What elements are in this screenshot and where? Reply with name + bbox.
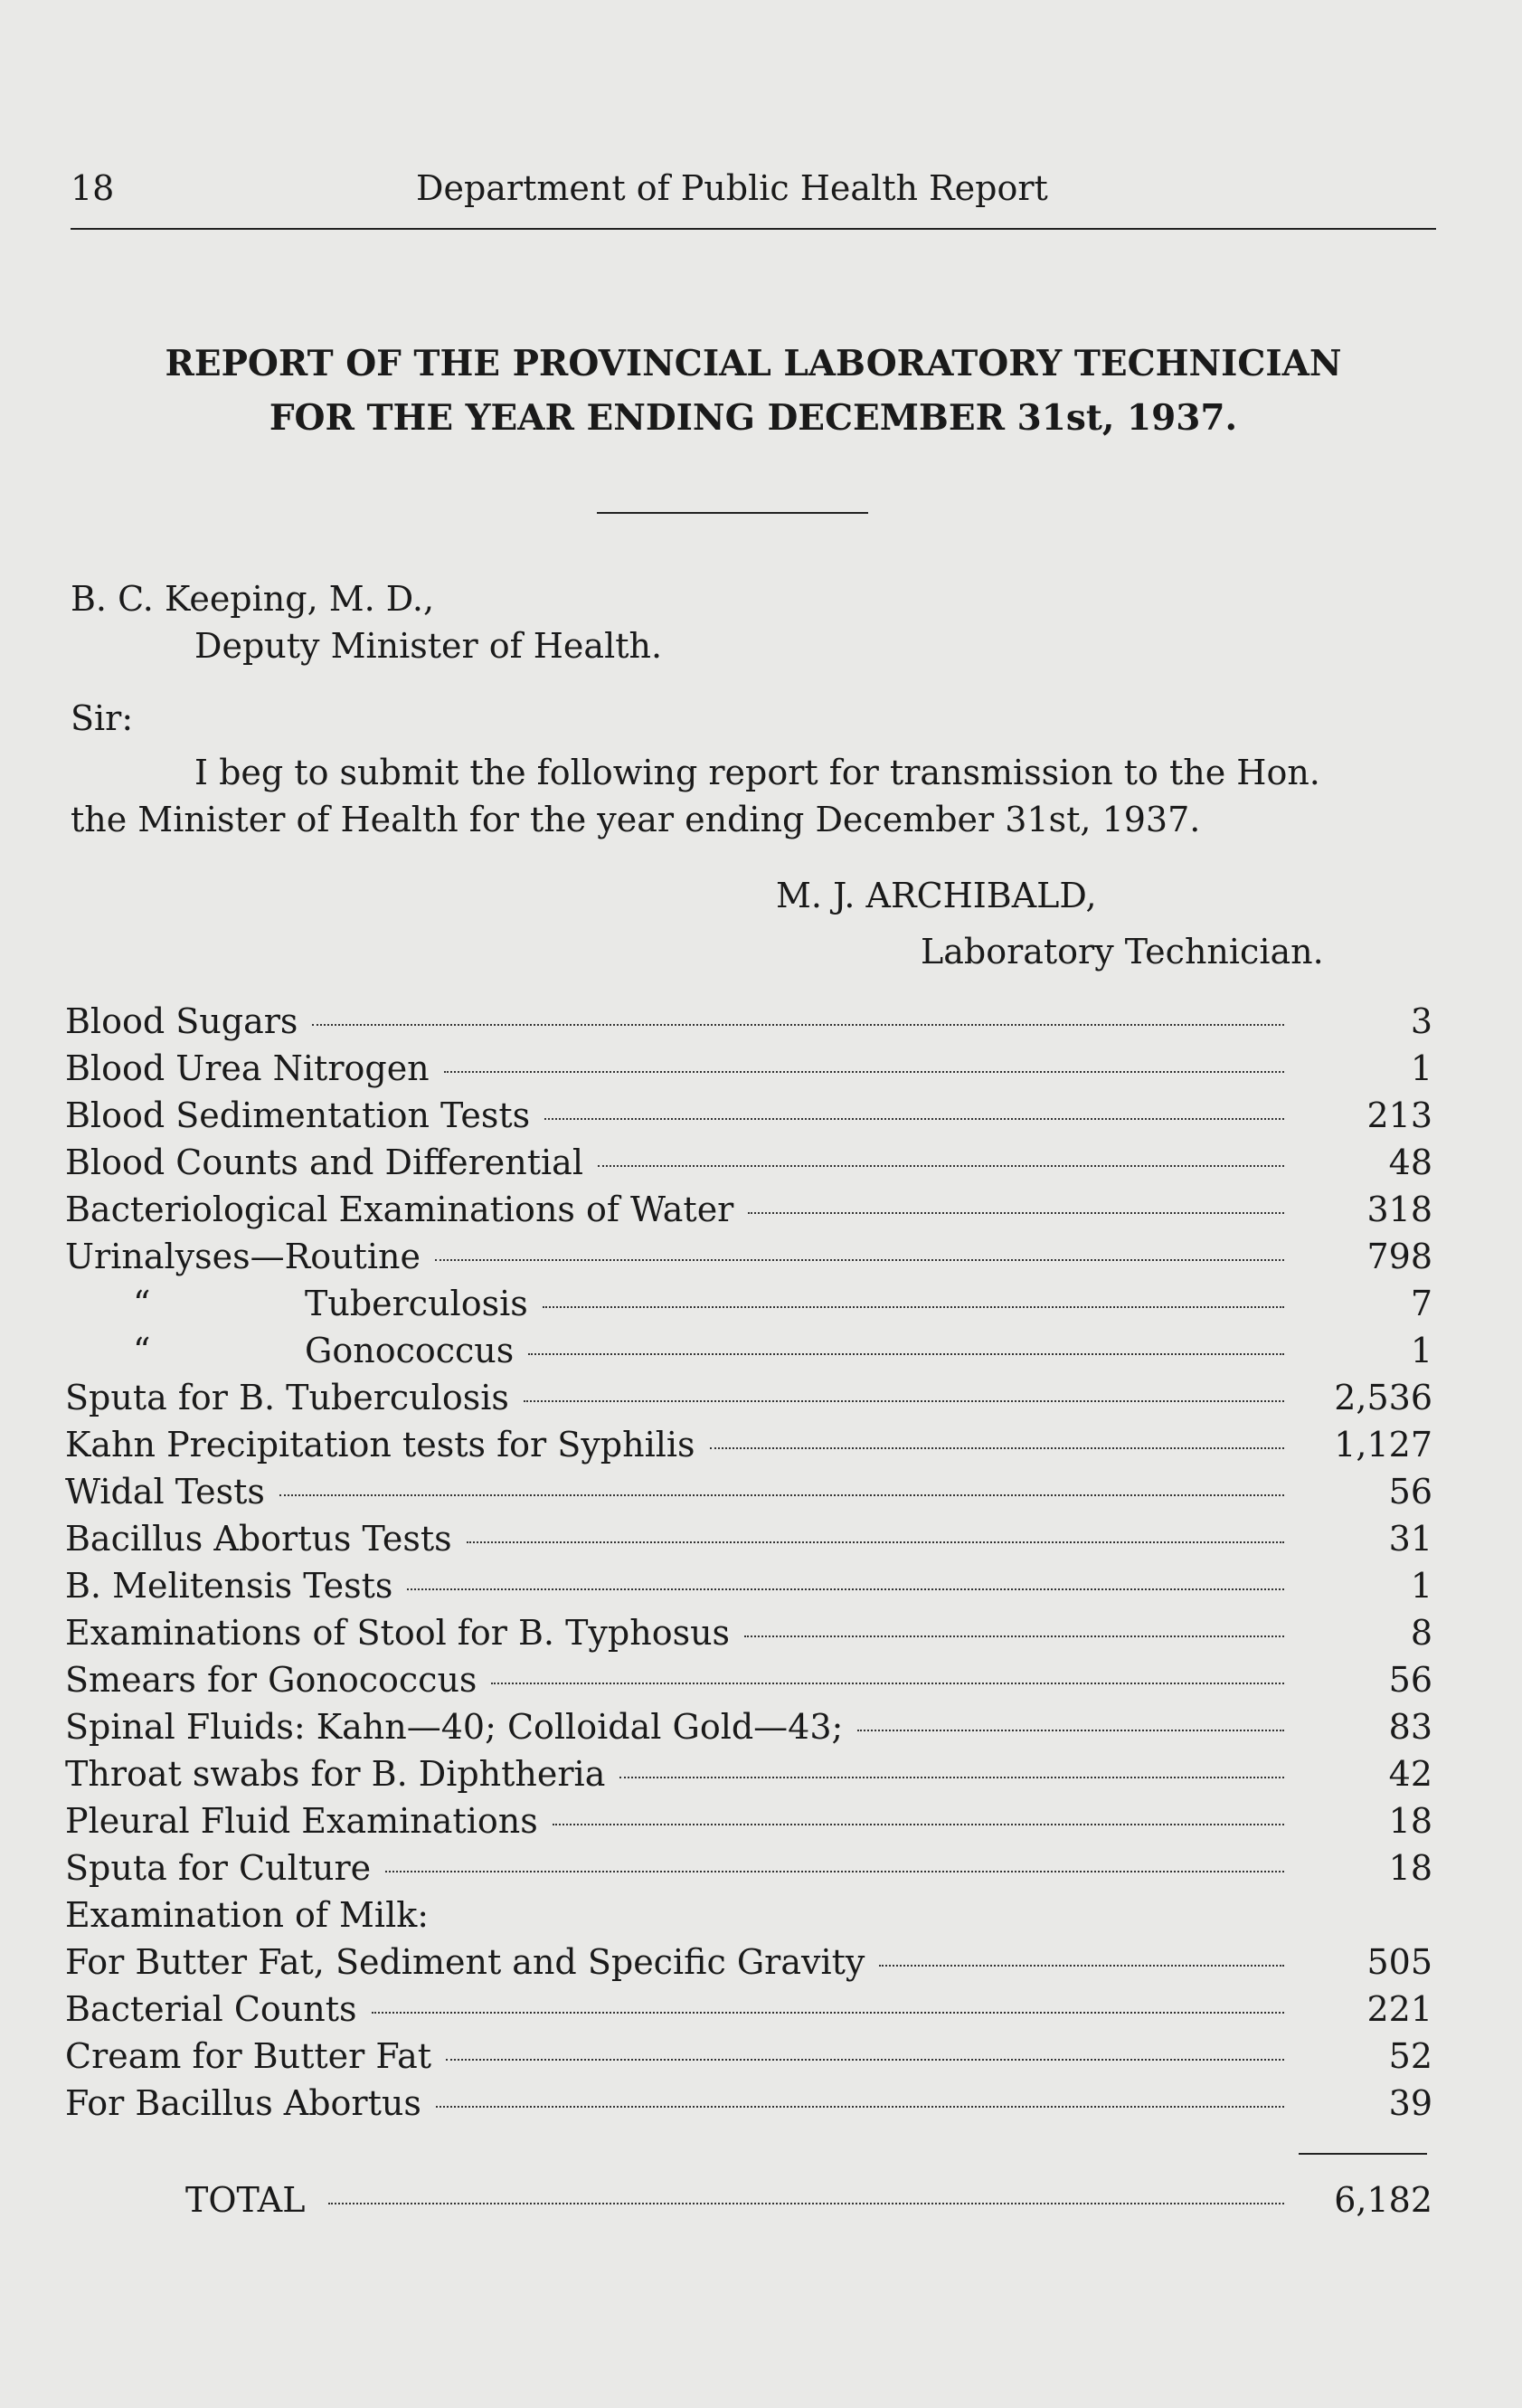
stat-label: Kahn Precipitation tests for Syphilis	[65, 1425, 695, 1465]
stat-row	[65, 1233, 1432, 1280]
dot-leader	[491, 1683, 1284, 1684]
stat-value: 83	[1388, 1707, 1432, 1747]
stat-label: Urinalyses—Routine	[65, 1237, 421, 1276]
dot-leader	[435, 1259, 1284, 1261]
dot-leader	[879, 1965, 1284, 1967]
stat-value: 52	[1388, 2036, 1432, 2076]
dot-leader	[543, 1306, 1284, 1308]
dot-leader	[857, 1730, 1284, 1731]
dot-leader	[444, 1071, 1284, 1073]
stat-label: Pleural Fluid Examinations	[65, 1801, 538, 1841]
signature-title: Laboratory Technician.	[921, 932, 1324, 972]
dot-leader	[446, 2059, 1284, 2061]
stat-value: 318	[1366, 1190, 1432, 1229]
stat-row	[65, 1797, 1432, 1844]
report-title-line-1: REPORT OF THE PROVINCIAL LABORATORY TECHNICIAN	[165, 343, 1342, 384]
addressee-name: B. C. Keeping, M. D.,	[71, 579, 435, 619]
stat-label: Examinations of Stool for B. Typhosus	[65, 1613, 731, 1653]
stat-label: For Butter Fat, Sediment and Specific Gravity	[65, 1942, 865, 1982]
stat-row	[65, 1468, 1432, 1515]
stat-row	[65, 1562, 1432, 1609]
stat-row	[65, 1609, 1432, 1656]
dot-leader	[553, 1824, 1284, 1825]
stat-value: 7	[1410, 1284, 1432, 1323]
dot-leader	[312, 1024, 1284, 1026]
stat-label	[65, 1280, 528, 1327]
stat-value: 8	[1410, 1613, 1432, 1653]
stat-row	[65, 1280, 1432, 1327]
title-rule	[597, 512, 868, 514]
stat-row	[65, 1750, 1432, 1797]
statistics-list	[65, 998, 1432, 2127]
report-title	[71, 337, 1436, 445]
stat-label: Sputa for Culture	[65, 1848, 372, 1888]
dot-leader	[372, 2012, 1285, 2014]
dot-leader	[436, 2106, 1284, 2108]
stat-row	[65, 1421, 1432, 1468]
stat-row	[65, 1515, 1432, 1562]
dot-leader	[279, 1494, 1284, 1496]
stat-label: Bacillus Abortus Tests	[65, 1519, 452, 1559]
dot-leader	[467, 1541, 1284, 1543]
stat-value: 2,536	[1334, 1378, 1432, 1417]
stat-value: 31	[1388, 1519, 1432, 1559]
stat-value: 1	[1410, 1048, 1432, 1088]
stat-value: 56	[1388, 1660, 1432, 1700]
stat-row	[65, 998, 1432, 1045]
stat-value: 3	[1410, 1001, 1432, 1041]
stat-row	[65, 1939, 1432, 1986]
letter-body-line-1: I beg to submit the following report for transmission to the Hon.	[194, 753, 1320, 792]
stat-label-text: Gonococcus	[305, 1331, 515, 1370]
stat-label: Blood Sedimentation Tests	[65, 1095, 531, 1135]
stat-value: 798	[1366, 1237, 1432, 1276]
dot-leader	[598, 1165, 1284, 1167]
salutation: Sir:	[71, 698, 134, 738]
page-number: 18	[71, 168, 115, 208]
stat-row	[65, 1186, 1432, 1233]
total-rule	[1299, 2153, 1427, 2155]
header-rule	[71, 228, 1436, 230]
stat-row	[65, 1891, 1432, 1939]
stat-label: Bacteriological Examinations of Water	[65, 1190, 734, 1229]
stat-value: 505	[1366, 1942, 1432, 1982]
stat-row	[65, 1703, 1432, 1750]
dot-leader	[748, 1212, 1284, 1214]
running-title: Department of Public Health Report	[416, 168, 1048, 208]
stat-value: 18	[1388, 1801, 1432, 1841]
stat-label: Throat swabs for B. Diphtheria	[65, 1754, 606, 1794]
stat-row	[65, 2080, 1432, 2127]
stat-row	[65, 1327, 1432, 1374]
stat-label: Blood Counts and Differential	[65, 1142, 583, 1182]
dot-leader	[407, 1588, 1284, 1590]
stat-row	[65, 1986, 1432, 2033]
total-row	[185, 2176, 1432, 2223]
stat-value: 1	[1410, 1566, 1432, 1606]
stat-value: 1	[1410, 1331, 1432, 1370]
dot-leader	[619, 1777, 1284, 1778]
total-value: 6,182	[1334, 2180, 1432, 2220]
stat-label: Smears for Gonococcus	[65, 1660, 477, 1700]
stat-label	[65, 1327, 514, 1374]
total-label: TOTAL	[185, 2180, 306, 2220]
stat-label: Blood Urea Nitrogen	[65, 1048, 430, 1088]
dot-leader	[385, 1871, 1284, 1872]
stat-label: B. Melitensis Tests	[65, 1566, 393, 1606]
stat-value: 48	[1388, 1142, 1432, 1182]
ditto-mark: “	[133, 1284, 151, 1323]
dot-leader	[528, 1353, 1284, 1355]
page-header	[71, 168, 1436, 223]
stat-value: 39	[1388, 2083, 1432, 2123]
ditto-mark: “	[133, 1331, 151, 1370]
stat-value: 18	[1388, 1848, 1432, 1888]
stat-label: Sputa for B. Tuberculosis	[65, 1378, 509, 1417]
addressee-title: Deputy Minister of Health.	[194, 626, 663, 666]
stat-value: 221	[1366, 1989, 1432, 2029]
stat-row	[65, 1844, 1432, 1891]
signature-name: M. J. ARCHIBALD,	[776, 876, 1097, 915]
stat-label: Spinal Fluids: Kahn—40; Colloidal Gold—43;	[65, 1707, 844, 1747]
stat-row	[65, 1656, 1432, 1703]
stat-row	[65, 1092, 1432, 1139]
dot-leader	[524, 1400, 1284, 1402]
stat-value: 56	[1388, 1472, 1432, 1512]
stat-value: 42	[1388, 1754, 1432, 1794]
letter-body-line-2: the Minister of Health for the year ending December 31st, 1937.	[71, 800, 1201, 839]
stat-value: 1,127	[1334, 1425, 1432, 1465]
stat-row	[65, 1374, 1432, 1421]
dot-leader	[544, 1118, 1284, 1120]
stat-row	[65, 1045, 1432, 1092]
stat-label: Widal Tests	[65, 1472, 265, 1512]
stat-label: Cream for Butter Fat	[65, 2036, 432, 2076]
dot-leader	[328, 2203, 1284, 2204]
stat-label: For Bacillus Abortus	[65, 2083, 421, 2123]
stat-row	[65, 1139, 1432, 1186]
stat-value: 213	[1366, 1095, 1432, 1135]
stat-label-text: Tuberculosis	[305, 1284, 528, 1323]
dot-leader	[710, 1447, 1284, 1449]
dot-leader	[744, 1635, 1284, 1637]
report-title-line-2: FOR THE YEAR ENDING DECEMBER 31st, 1937.	[269, 397, 1238, 439]
stat-label: Examination of Milk:	[65, 1895, 430, 1935]
stat-label: Bacterial Counts	[65, 1989, 357, 2029]
stat-label: Blood Sugars	[65, 1001, 298, 1041]
stat-row	[65, 2033, 1432, 2080]
